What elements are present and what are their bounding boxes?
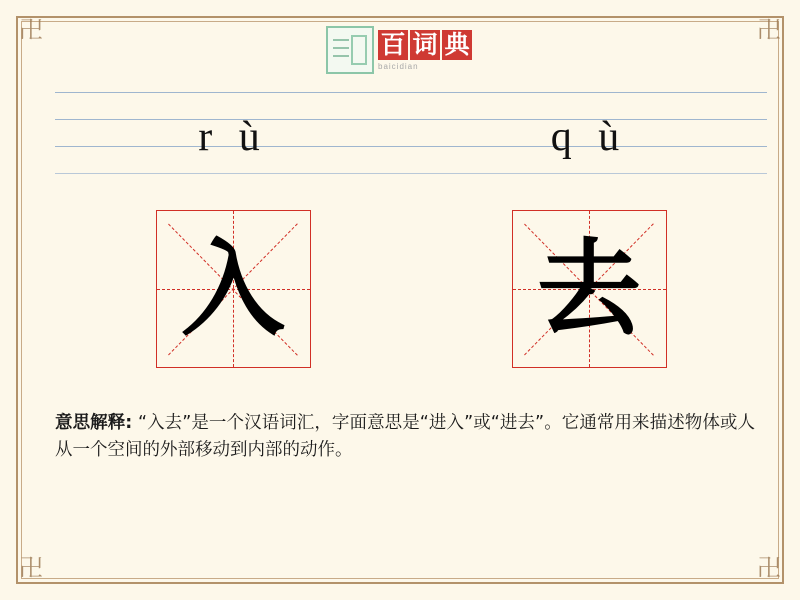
corner-ornament-icon: 卍 [19, 556, 43, 582]
character-cell [55, 210, 411, 370]
pinyin-text: q ù [550, 114, 628, 160]
hanzi-character: 去 [536, 228, 641, 350]
corner-ornament-icon: 卍 [757, 556, 781, 582]
explanation-block [55, 410, 755, 464]
brand-name-en: baicidian [378, 61, 419, 71]
character-cell [411, 210, 767, 370]
tianzige-grid [156, 210, 311, 368]
pinyin-text: r ù [198, 114, 268, 160]
character-row [55, 210, 767, 370]
brand-char: 百 [378, 30, 408, 60]
brand-char: 典 [442, 30, 472, 60]
pinyin-staff [55, 92, 767, 174]
pinyin-cell [411, 92, 767, 174]
baicidian-logo-icon [326, 26, 374, 74]
corner-ornament-icon: 卍 [757, 18, 781, 44]
pinyin-cell [55, 92, 411, 174]
brand-logo [326, 24, 474, 76]
corner-ornament-icon: 卍 [19, 18, 43, 44]
tianzige-grid [512, 210, 667, 368]
explanation-text: “入去”是一个汉语词汇，字面意思是“进入”或“进去”。它通常用来描述物体或人从一个空间的外部移动到内部的动作。 [55, 413, 755, 461]
brand-char: 词 [410, 30, 440, 60]
pinyin-row [55, 92, 767, 174]
brand-name-cn [378, 30, 474, 60]
explanation-label: 意思解释: [55, 413, 133, 433]
section-divider [55, 173, 767, 174]
hanzi-character: 入 [180, 228, 285, 350]
brand-name [378, 30, 474, 71]
